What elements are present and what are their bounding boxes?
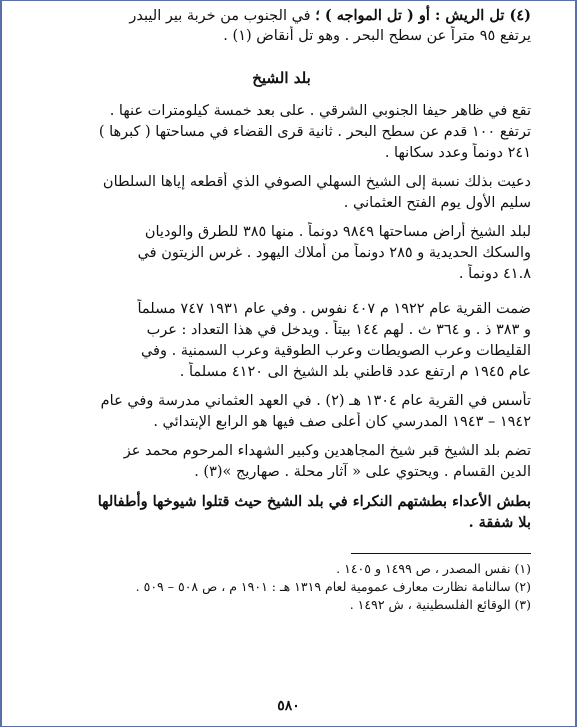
entry-text: في الجنوب من خربة بير اليبدر bbox=[129, 8, 316, 24]
text-line: ضمت القرية عام ١٩٢٢ م ٤٠٧ نفوس . وفي عام ١٩٣١ ٧٤٧ مسلماً bbox=[137, 301, 531, 317]
entry-title: (٤) تل الريش : أو ( تل المواجه ) ؛ bbox=[315, 7, 531, 24]
paragraph bbox=[32, 222, 531, 285]
text-line: و ٣٨٣ ذ . و ٣٦٤ ث . لهم ١٤٤ بيتاً . ويدخل في هذا التعداد : عرب bbox=[146, 322, 531, 338]
footnote: (٣) الوقائع الفلسطينية ، ش ١٤٩٢ . bbox=[349, 597, 531, 612]
text-line: القليطات وعرب الصويطات وعرب الطوقية وعرب السمنية . وفي bbox=[140, 343, 531, 359]
paragraph bbox=[32, 299, 531, 383]
paragraph bbox=[32, 441, 531, 483]
paragraph bbox=[32, 491, 531, 533]
text-line: يرتفع ٩٥ متراً عن سطح البحر . وهو تل أنقاض (١) . bbox=[223, 28, 531, 44]
text-line: الدين القسام . ويحتوي على « آثار محلة . صهاريج »(٣) . bbox=[194, 464, 531, 480]
footnote-divider bbox=[351, 553, 531, 554]
text-line: دعيت بذلك نسبة إلى الشيخ السهلي الصوفي الذي أقطعه إياها السلطان bbox=[102, 174, 531, 190]
page-content bbox=[32, 5, 531, 614]
text-line: ترتفع ١٠٠ قدم عن سطح البحر . ثانية قرى القضاء في مساحتها ( كبرها ) bbox=[98, 124, 531, 140]
paragraph bbox=[32, 391, 531, 433]
paragraph bbox=[32, 101, 531, 164]
text-line: ١٩٤٢ – ١٩٤٣ المدرسي كان أعلى صف فيها هو الرابع الإبتدائي . bbox=[153, 414, 531, 430]
text-line: ٢٤١ دونماً وعدد سكانها . bbox=[384, 145, 531, 161]
section-heading: بلد الشيخ bbox=[252, 69, 311, 87]
text-line: لبلد الشيخ أراض مساحتها ٩٨٤٩ دونماً . منها ٣٨٥ للطرق والوديان bbox=[144, 224, 531, 240]
text-line: والسكك الحديدية و ٢٨٥ دونماً من أملاك اليهود . غرس الزيتون في bbox=[137, 245, 531, 261]
footnote: (٢) سالنامة نظارت معارف عمومية لعام ١٣١٩ هـ : ١٩٠١ م ، ص ٥٠٨ – ٥٠٩ . bbox=[135, 579, 531, 594]
text-line: سليم الأول يوم الفتح العثماني . bbox=[343, 195, 531, 211]
text-line: بلا شفقة . bbox=[468, 514, 531, 531]
text-line bbox=[32, 5, 531, 26]
text-line: تضم بلد الشيخ قبر شيخ المجاهدين وكبير الشهداء المرحوم محمد عز bbox=[123, 443, 531, 459]
paragraph bbox=[32, 172, 531, 214]
text-line: عام ١٩٤٥ م ارتفع عدد قاطني بلد الشيخ الى ٤١٢٠ مسلماً . bbox=[179, 364, 531, 380]
page-number: ٥٨٠ bbox=[277, 698, 300, 714]
text-line: تأسس في القرية عام ١٣٠٤ هـ (٢) . في العهد العثماني مدرسة وفي عام bbox=[100, 393, 531, 409]
text-line: بطش الأعداء بطشتهم النكراء في بلد الشيخ حيث قتلوا شيوخها وأطفالها bbox=[97, 493, 531, 510]
footnote: (١) نفس المصدر ، ص ١٤٩٩ و ١٤٠٥ . bbox=[336, 561, 531, 576]
text-line: تقع في ظاهر حيفا الجنوبي الشرقي . على بعد خمسة كيلومترات عنها . bbox=[109, 103, 531, 119]
text-line: ٤١.٨ دونماً . bbox=[458, 266, 531, 282]
